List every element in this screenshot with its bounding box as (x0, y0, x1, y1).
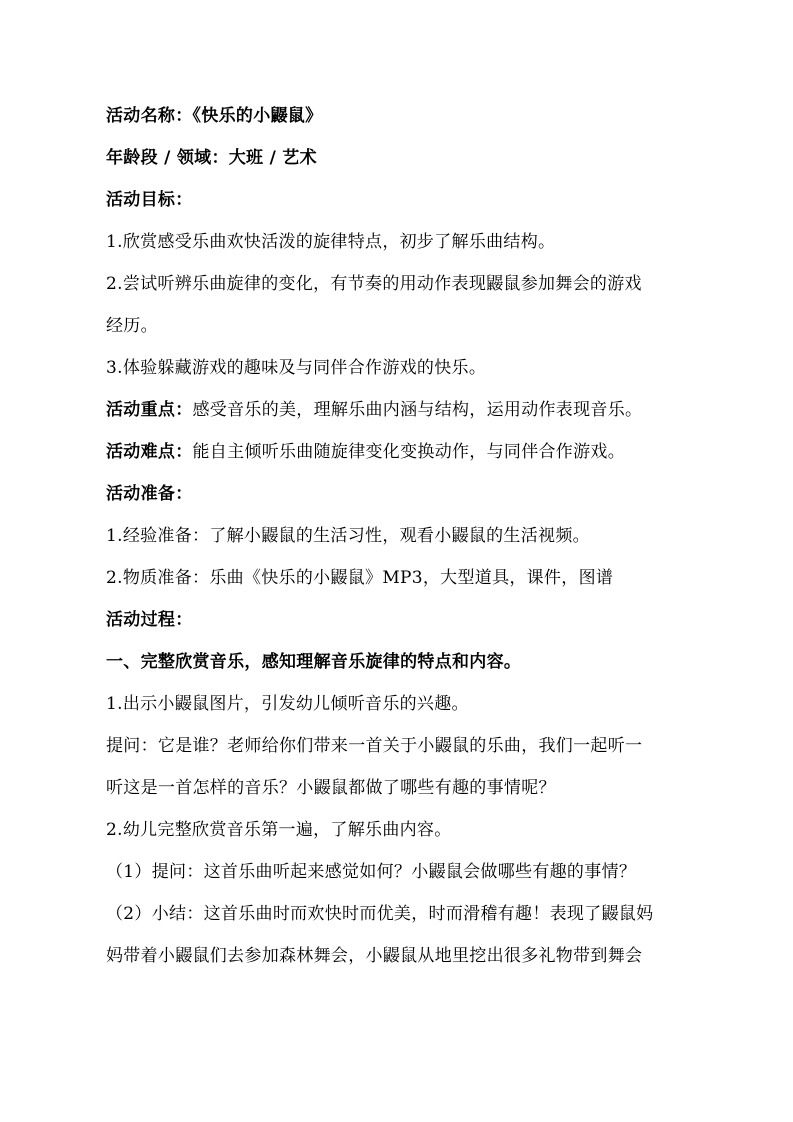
prep-item: 1.经验准备：了解小鼹鼠的生活习性，观看小鼹鼠的生活视频。 (106, 526, 590, 546)
difficulty-label: 活动难点： (106, 442, 193, 462)
difficulty-line (106, 442, 696, 462)
difficulty-text: 能自主倾听乐曲随旋律变化变换动作，与同伴合作游戏。 (192, 442, 625, 462)
process-line: 提问：它是谁？老师给你们带来一首关于小鼹鼠的乐曲，我们一起听一 (106, 736, 643, 756)
activity-name-value: 《快乐的小鼹鼠》 (192, 106, 323, 126)
process-line: （1）提问：这首乐曲听起来感觉如何？小鼹鼠会做哪些有趣的事情？ (106, 862, 637, 882)
key-point-line (106, 400, 696, 420)
process-line: （2）小结：这首乐曲时而欢快时而优美，时而滑稽有趣！表现了鼹鼠妈 (106, 904, 654, 924)
activity-name-label: 活动名称： (106, 106, 193, 126)
process-line: 1.出示小鼹鼠图片，引发幼儿倾听音乐的兴趣。 (106, 694, 469, 714)
goal-item-continuation: 经历。 (106, 316, 158, 336)
process-line: 2.幼儿完整欣赏音乐第一遍，了解乐曲内容。 (106, 820, 452, 840)
prep-item: 2.物质准备：乐曲《快乐的小鼹鼠》MP3，大型道具，课件，图谱 (106, 568, 614, 588)
process-heading: 活动过程： (106, 610, 193, 630)
key-point-text: 感受音乐的美，理解乐曲内涵与结构，运用动作表现音乐。 (192, 400, 643, 420)
goals-heading: 活动目标： (106, 190, 193, 210)
goal-item: 1.欣赏感受乐曲欢快活泼的旋律特点，初步了解乐曲结构。 (106, 232, 556, 252)
key-point-label: 活动重点： (106, 400, 193, 420)
age-domain-line: 年龄段 / 领域：大班 / 艺术 (106, 148, 317, 168)
prep-heading: 活动准备： (106, 484, 193, 504)
goal-item: 3.体验躲藏游戏的趣味及与同伴合作游戏的快乐。 (106, 358, 487, 378)
section-heading: 一、完整欣赏音乐，感知理解音乐旋律的特点和内容。 (106, 652, 522, 672)
process-line: 妈带着小鼹鼠们去参加森林舞会，小鼹鼠从地里挖出很多礼物带到舞会 (106, 946, 643, 966)
activity-name-line (106, 106, 696, 126)
goal-item: 2.尝试听辨乐曲旋律的变化，有节奏的用动作表现鼹鼠参加舞会的游戏 (106, 274, 642, 294)
process-line: 听这是一首怎样的音乐？小鼹鼠都做了哪些有趣的事情呢？ (106, 778, 556, 798)
